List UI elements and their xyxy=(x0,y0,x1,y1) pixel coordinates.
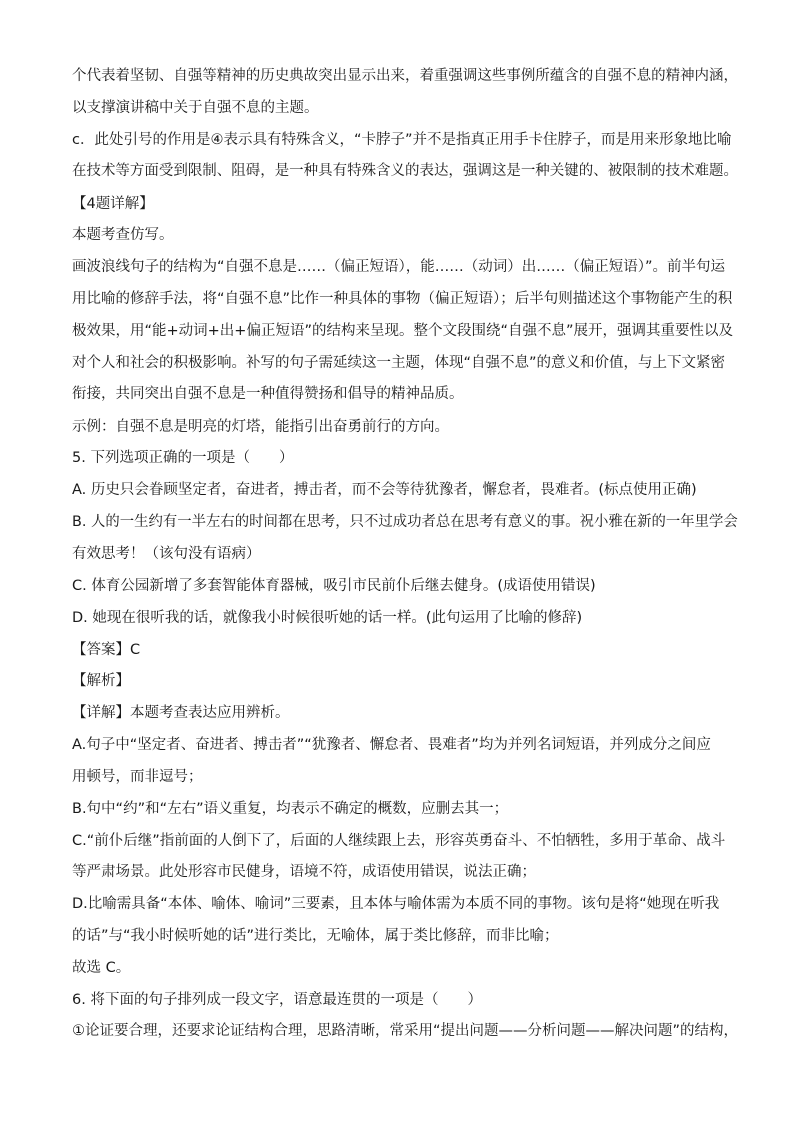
text-line: C.“前仆后继”指前面的人倒下了，后面的人继续跟上去，形容英勇奋斗、不怕牺牲，多用于革命、战斗 xyxy=(72,833,726,849)
option-a: A. 历史只会眷顾坚定者，奋进者，搏击者，而不会等待犹豫者，懈怠者，畏难者。(标点使用正确) xyxy=(72,482,697,498)
text-line: 等严肃场景。此处形容市民健身，语境不符，成语使用错误，说法正确； xyxy=(72,864,536,880)
option-c: C. 体育公园新增了多套智能体育器械，吸引市民前仆后继去健身。(成语使用错误) xyxy=(72,578,596,594)
text-line: 用比喻的修辞手法，将“自强不息”比作一种具体的事物（偏正短语）；后半句则描述这个事物能产生的积 xyxy=(72,291,733,307)
text-line: D.比喻需具备“本体、喻体、喻词”三要素，且本体与喻体需为本质不同的事物。该句是将“她现在听我 xyxy=(72,896,720,912)
text-line: 对个人和社会的积极影响。补写的句子需延续这一主题，体现“自强不息”的意义和价值，与上下文紧密 xyxy=(72,355,726,371)
text-line: A.句子中“坚定者、奋进者、搏击者”“犹豫者、懈怠者、畏难者”均为并列名词短语，并列成分之间应 xyxy=(72,737,711,753)
text-line: 极效果，用“能+动词+出+偏正短语”的结构来呈现。整个文段围绕“自强不息”展开，强调其重要性以及 xyxy=(72,323,733,339)
text-line: 用顿号，而非逗号； xyxy=(72,769,203,785)
text-line: 的话”与“我小时候听她的话”进行类比，无喻体，属于类比修辞，而非比喻； xyxy=(72,928,559,944)
text-line: 本题考查仿写。 xyxy=(72,227,174,243)
text-line: 以支撑演讲稿中关于自强不息的主题。 xyxy=(72,100,319,116)
answer-label: 【答案】C xyxy=(72,642,141,658)
text-line: 个代表着坚韧、自强等精神的历史典故突出显示出来，着重强调这些事例所蕴含的自强不息的精神内涵， xyxy=(72,68,738,84)
question-6: 6. 将下面的句子排列成一段文字，语意最连贯的一项是（ ） xyxy=(72,992,482,1008)
section-heading: 【4题详解】 xyxy=(72,196,154,212)
text-line: c．此处引号的作用是④表示具有特殊含义，“卡脖子”并不是指真正用手卡住脖子，而是用来形象地比喻 xyxy=(72,132,732,148)
text-line: 在技术等方面受到限制、阻碍，是一种具有特殊含义的表达，强调这是一种关键的、被限制的技术难题。 xyxy=(72,163,738,179)
question-5: 5. 下列选项正确的一项是（ ） xyxy=(72,450,294,466)
detail-label: 【详解】本题考查表达应用辨析。 xyxy=(72,705,290,721)
text-line: 画波浪线句子的结构为“自强不息是……（偏正短语），能……（动词）出……（偏正短语）”。前半句运 xyxy=(72,259,726,275)
option-d: D. 她现在很听我的话，就像我小时候很听她的话一样。(此句运用了比喻的修辞) xyxy=(72,610,583,626)
option-b: B. 人的一生约有一半左右的时间都在思考，只不过成功者总在思考有意义的事。祝小雅在新的一年里学会 xyxy=(72,514,738,530)
text-line: 故选 C。 xyxy=(72,960,131,976)
option-b-cont: 有效思考！（该句没有语病） xyxy=(72,546,261,562)
text-line: ①论证要合理，还要求论证结构合理，思路清晰，常采用“提出问题——分析问题——解决问题”的结构， xyxy=(72,1023,739,1039)
text-line: B.句中“约”和“左右”语义重复，均表示不确定的概数，应删去其一； xyxy=(72,801,509,817)
text-line: 衔接，共同突出自强不息是一种值得赞扬和倡导的精神品质。 xyxy=(72,386,464,402)
text-line: 示例：自强不息是明亮的灯塔，能指引出奋勇前行的方向。 xyxy=(72,419,449,435)
analysis-label: 【解析】 xyxy=(72,673,130,689)
